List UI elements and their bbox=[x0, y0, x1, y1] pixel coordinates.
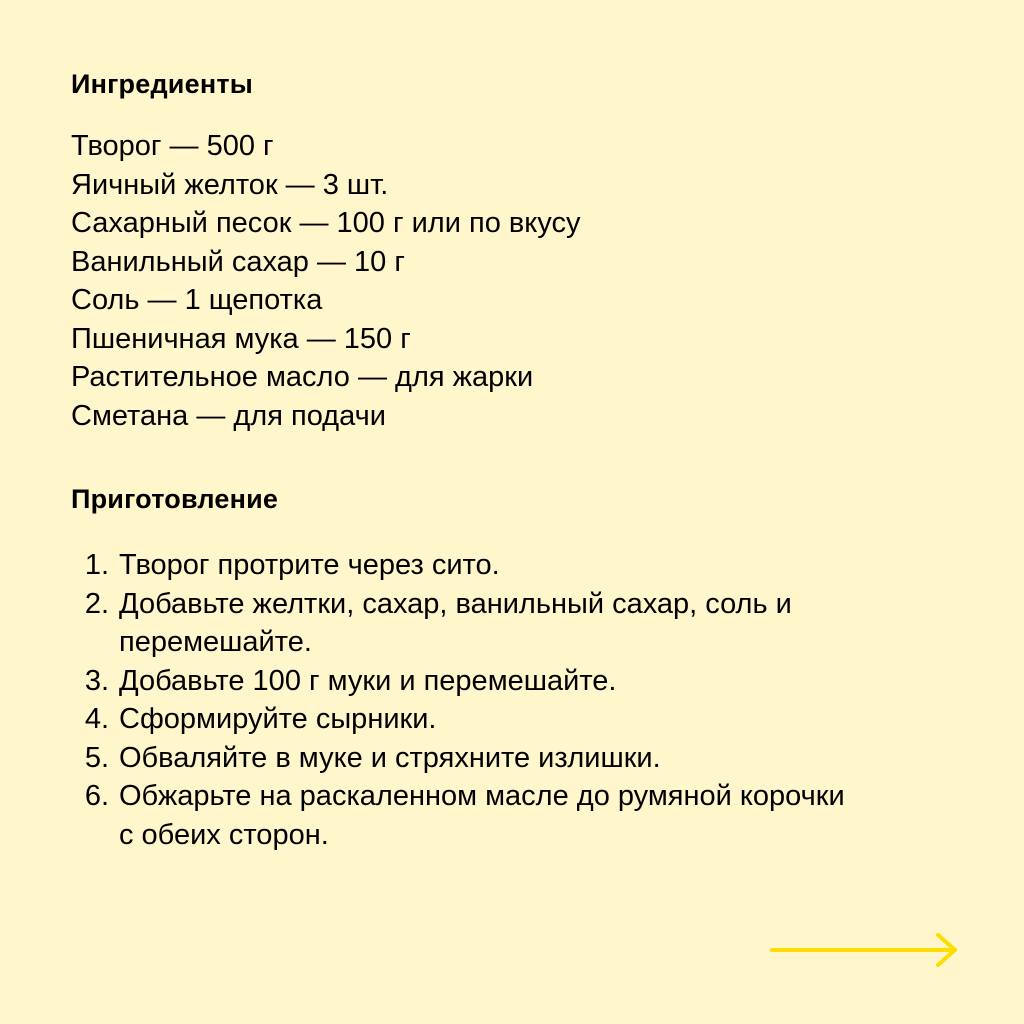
step-text: Обжарьте на раскаленном масле до румяной корочки с обеих сторон. bbox=[119, 780, 845, 851]
ingredients-heading: Ингредиенты bbox=[71, 69, 254, 99]
step-text: Добавьте 100 г муки и перемешайте. bbox=[119, 664, 617, 697]
ingredients-list bbox=[71, 127, 580, 435]
step-item bbox=[71, 739, 859, 778]
preparation-steps bbox=[71, 546, 859, 854]
step-number: 6. bbox=[84, 780, 109, 812]
step-text: Сформируйте сырники. bbox=[119, 703, 437, 735]
step-text: Творог протрите через сито. bbox=[119, 549, 500, 581]
step-item bbox=[71, 546, 859, 585]
ingredient-item: Растительное масло — для жарки bbox=[71, 361, 534, 393]
step-number: 3. bbox=[84, 664, 109, 697]
step-number: 5. bbox=[84, 741, 109, 774]
step-number: 4. bbox=[84, 703, 109, 735]
step-number: 2. bbox=[84, 587, 109, 620]
step-item bbox=[71, 662, 859, 701]
step-text: Обваляйте в муке и стряхните излишки. bbox=[119, 741, 661, 774]
step-text: Добавьте желтки, сахар, ванильный сахар, соль и перемешайте. bbox=[119, 587, 792, 658]
step-item bbox=[71, 777, 859, 854]
step-number: 1. bbox=[84, 549, 109, 581]
ingredient-item: Сахарный песок — 100 г или по вкусу bbox=[71, 207, 581, 239]
ingredient-item: Творог — 500 г bbox=[71, 130, 274, 162]
ingredient-item: Ванильный сахар — 10 г bbox=[71, 245, 405, 278]
ingredient-item: Яичный желток — 3 шт. bbox=[71, 168, 389, 201]
arrow-right-icon[interactable] bbox=[770, 932, 960, 968]
step-item bbox=[71, 700, 859, 739]
ingredient-item: Сметана — для подачи bbox=[71, 399, 386, 432]
ingredient-item: Пшеничная мука — 150 г bbox=[71, 322, 411, 355]
preparation-heading: Приготовление bbox=[71, 484, 279, 514]
ingredient-item: Соль — 1 щепотка bbox=[71, 284, 323, 316]
step-item bbox=[71, 585, 859, 662]
